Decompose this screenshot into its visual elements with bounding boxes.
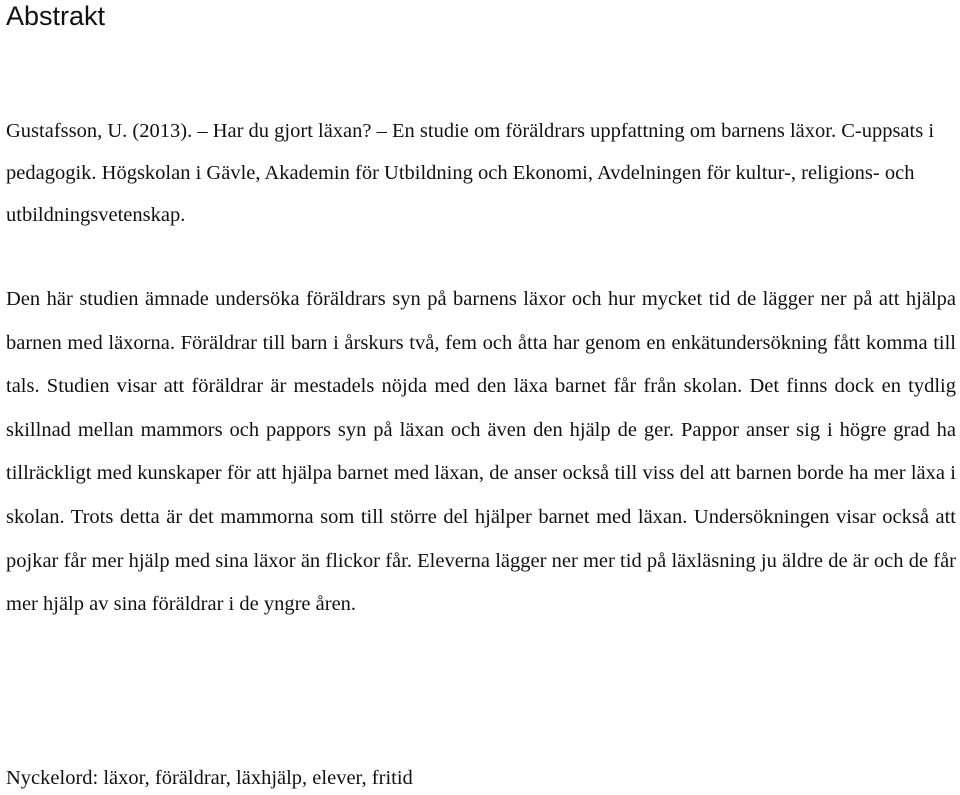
citation-paragraph: Gustafsson, U. (2013). – Har du gjort läxan? – En studie om föräldrars uppfattning om barnens läxor. C-uppsats i pedagogik. Högskolan i Gävle, Akademin för Utbildning och Ekonomi, Avdelningen för kultur-, religions- och utbildningsvetenskap.: [6, 120, 935, 226]
abstract-paragraph: Den här studien ämnade undersöka föräldrars syn på barnens läxor och hur mycket tid de lägger ner på att hjälpa barnen med läxorna. Föräldrar till barn i årskurs två, fem och åtta har genom en enkätundersökning fått komma till tals. Studien visar att föräldrar är mestadels nöjda med den läxa barnet får från skolan. Det finns dock en tydlig skillnad mellan mammors och pappors syn på läxan och även den hjälp de ger. Pappor anser sig i högre grad ha tillräckligt med kunskaper för att hjälpa barnet med läxan, de anser också till viss del att barnen borde ha mer läxa i skolan. Trots detta är det mammorna som till större del hjälper barnet med läxan. Undersökningen visar också att pojkar får mer hjälp med sina läxor än flickor får. Eleverna lägger ner mer tid på läxläsning ju äldre de är och de får mer hjälp av sina föräldrar i de yngre åren.: [6, 288, 956, 616]
keywords-line: Nyckelord: läxor, föräldrar, läxhjälp, elever, fritid: [6, 767, 413, 789]
page-title: Abstrakt: [6, 1, 106, 31]
